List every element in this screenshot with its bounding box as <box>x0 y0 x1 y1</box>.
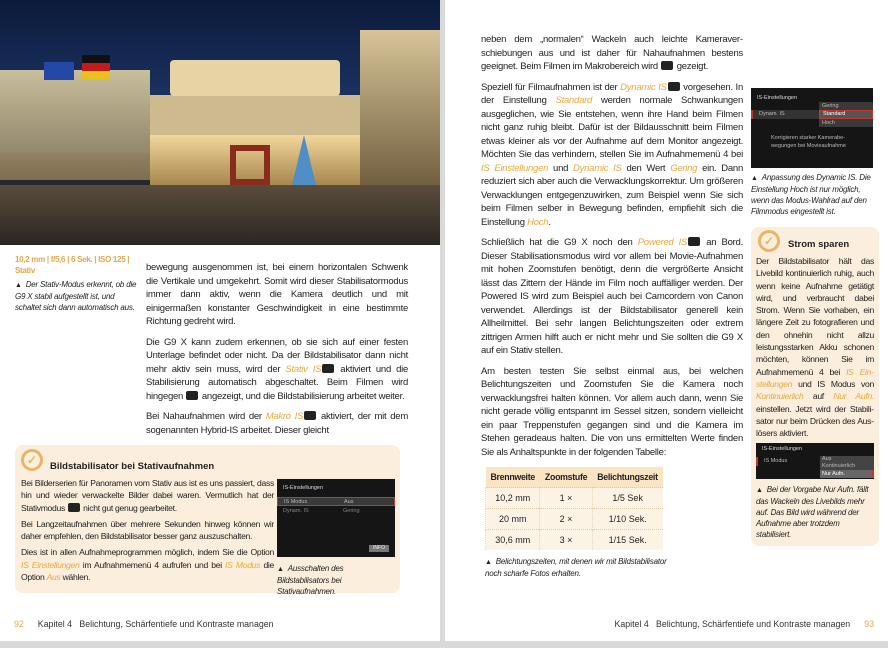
table-caption: ▲ Belichtungszeiten, mit denen wir mit Bildstabilisator noch scharfe Fotos erhalten. <box>485 557 667 578</box>
table-row: 10,2 mm 1 × 1/5 Sek <box>486 488 663 509</box>
text-run: Bei Bilderserien für Panoramen vom Stativ aus ist es uns passiert, dass hin und wieder verwackelte Bilder dabei waren. Vermutlich hat der Stativmodus <box>21 478 274 513</box>
text-run: im Aufnahmemenü 4 aufrufen und bei <box>79 559 226 570</box>
photo-caption: ▲ Der Stativ-Modus erkennt, ob die G9 X stabil aufgestellt ist, und schaltet sich dann automatisch aus. <box>15 280 137 312</box>
left-body-text <box>146 261 408 437</box>
text-run: einstellen. Jetzt wird der Stabilisator nur beim Drücken des Auslösers aktiviert. <box>756 403 874 439</box>
check-icon: ✓ <box>21 449 43 471</box>
paragraph <box>481 236 743 358</box>
text-run: Speziell für Filmaufnahmen ist der <box>481 81 621 93</box>
tripod-movie-is-icon <box>186 391 198 400</box>
paragraph <box>21 518 274 543</box>
check-icon: ✓ <box>758 230 780 252</box>
tripod-is-icon <box>68 503 80 512</box>
paragraph <box>481 33 743 74</box>
text-run: werden normale Schwankungen ausgeglichen, wie Sie entstehen, wenn ihre Hand beim Filmen nicht ganz ruhig bleibt. Dafür ist der Bildausschnitt beim Filmen etwas kleiner als vor der Aufnahme auf dem Monitor angezeigt. Möchten Sie das verhindern, stellen Sie im Aufnahmemenü 4 bei <box>481 95 743 160</box>
text-run: angezeigt, und die Bildstabilisierung arbeitet weiter. <box>199 390 405 402</box>
highlighted-term: Makro IS <box>265 411 304 422</box>
highlighted-term: Gering <box>670 162 698 174</box>
text-run: und <box>548 162 574 174</box>
table-row: 20 mm 2 × 1/10 Sek. <box>486 509 663 530</box>
tip-screen-column <box>277 479 395 597</box>
text-run: Die G9 X kann zudem erkennen, ob sie sich auf einer festen Unterlage befindet oder nicht. Da der Bildstabilisator dann nicht mehr aktiv sein muss, wird der <box>146 336 408 375</box>
text-run: die Option <box>21 559 275 583</box>
right-page <box>445 0 888 641</box>
tip-text <box>21 477 274 583</box>
text-run: wählen. <box>60 572 91 583</box>
exposure-table: Brennweite Zoomstufe Belichtungszeit 10,2 mm 1 × 1/5 Sek 20 mm 2 × 1/10 Sek. 30,6 mm 3 × 1/15 Sek. <box>485 467 663 550</box>
paragraph <box>481 81 743 230</box>
highlighted-term: IS Modus <box>225 559 261 570</box>
tip-screen-caption: ▲ Ausschalten des Bildstabilisators bei Stativaufnahmen. <box>277 564 344 596</box>
text-run: gezeigt. <box>674 61 708 72</box>
tip-title: Strom sparen <box>788 239 850 250</box>
left-page <box>0 0 440 641</box>
paragraph <box>146 261 408 329</box>
text-run: ein. Dann reduziert sich aber auch die Verwacklungskorrektur. Um größeren Verwacklungen entgegenzuwirken, zum Beispiel wenn Sie sich beim Filmen selber in Bewegung befinden, empfiehlt sich die Einstellung <box>481 162 743 228</box>
text-run: nicht gut genug gearbeitet. <box>81 502 177 513</box>
tip-box-tripod <box>15 445 400 596</box>
tip-title: Bildstabilisator bei Stativaufnahmen <box>50 461 215 472</box>
camera-screen-is-off: IS-Einstellungen IS Modus Aus Dynam. IS Gering INFO <box>277 479 395 557</box>
dynamic-is-caption: ▲ Anpassung des Dynamic IS. Die Einstellung Hoch ist nur möglich, wenn das Modus-Wahlrad auf den Filmmodus eingestellt ist. <box>751 173 871 216</box>
highlighted-term: Kontinuierlich <box>756 391 804 402</box>
right-body-text <box>481 33 743 459</box>
paragraph <box>146 410 408 437</box>
text-run: den Wert <box>621 162 671 174</box>
right-footer: Kapitel 4 Belichtung, Schärfentiefe und Kontraste managen 93 <box>614 619 874 629</box>
text-run: Am besten testen Sie selbst einmal aus, bei welchen Belichtungszeiten und Zoomstufen Sie die Kamera noch verwacklungsfrei halten können. Vor allem auch dann, wenn Sie nicht gerade völlig entspannt im Sessel sitzen, sondern vielleicht ein paar Treppenstufen gegangen sind und die Kamera im Stehen geradeaus halten. Die von uns ermittelten Werte finden Sie als Anhaltspunkte in der folgenden Tabelle: <box>481 365 743 458</box>
right-flow <box>481 33 743 579</box>
caption-triangle-icon: ▲ <box>15 282 22 289</box>
text-run: . <box>548 216 551 228</box>
highlighted-term: Dynamic IS <box>573 162 622 174</box>
paragraph <box>21 546 274 583</box>
highlighted-term: Nur Aufn. <box>833 391 874 402</box>
text-run: bewegung ausgenommen ist, bei einem horizontalen Schwenk die Vertikale und umgekehrt. Somit wird dieser Stabilisatormodus immer dann aktiv, wenn die Kamera deutlich und mit einigermaßen konstanter Geschwindigkeit in eine bestimmte Richtung gedreht wird. <box>146 262 408 327</box>
text-run: Dies ist in allen Aufnahmeprogrammen möglich, indem Sie die Option <box>21 547 274 558</box>
menu-row-is-mode: IS Modus Aus <box>277 497 395 506</box>
text-run: Der Bildstabilisator hält das Livebild kontinuierlich ruhig, auch wenn keine Aufnahme getätigt wird, und verbraucht dabei Strom. Wenn Sie vorhaben, ein längere Zeit zu fotografieren und den ohnehin nicht allzu leistungsstarken Akku schonen möchten, können Sie im Aufnahmemenü 4 bei <box>756 256 874 377</box>
paragraph <box>146 336 408 404</box>
dynamic-is-options: Gering Standard Hoch <box>819 102 873 127</box>
highlighted-term: IS Einstellungen <box>21 559 80 570</box>
text-run: Bei Langzeitaufnahmen über mehrere Sekunden hinweg können wir daher empfehlen, den Bildstabilisator besser ganz auszuschalten. <box>21 518 274 542</box>
camera-screen-dynamic-is: IS-Einstellungen Dynam. IS Gering Standard Hoch Korrigieren starker Kamerabe-wegungen bei Movieaufnahme <box>751 88 873 168</box>
highlighted-term: IS Einstellungen <box>481 162 549 174</box>
paragraph <box>481 365 743 460</box>
text-run: aktiviert, der mit dem sogenannten Hybrid-IS arbeitet. Dieser gleicht <box>146 411 408 436</box>
left-footer: 92 Kapitel 4 Belichtung, Schärfentiefe und Kontraste managen <box>14 619 274 629</box>
paragraph <box>756 255 874 439</box>
text-run: neben dem „normalen“ Wackeln auch leichte Kameraverschiebungen aus und ist daher für Nahaufnahmen bestens geeignet. Beim Filmen im Makrobereich wird <box>481 34 743 72</box>
tripod-is-icon <box>322 364 334 373</box>
text-run: Schließlich hat die G9 X noch den <box>481 237 638 248</box>
paragraph <box>21 477 274 514</box>
highlighted-term: Powered IS <box>637 237 688 248</box>
highlighted-term: Aus <box>46 572 61 583</box>
highlighted-term: Stativ IS <box>285 363 322 375</box>
text-run: und IS Modus von <box>792 378 874 389</box>
macro-movie-is-icon <box>661 61 673 70</box>
highlighted-term: Hoch <box>527 216 549 228</box>
text-run: aktiviert und die Stabilisierung automatisch abgeschaltet. Beim Filmen wird hingegen <box>146 363 408 402</box>
info-button: INFO <box>369 545 389 552</box>
camera-screen-is-mode: IS-Einstellungen IS Modus Aus Kontinuierlich Nur Aufn. <box>756 443 874 479</box>
text-run: an Bord. Dieser Stabilisationsmodus wird vor allem bei Movie-Aufnahmen mit hohen Zoomstufen benötigt, denn die vergrößerte Ansicht lässt das Zittern der Hände im Film noch auffälliger werden. Der Powered IS wird zum Beispiel auch bei Camcordern von Canon verwendet. Allerdings ist der Bildstabilisator generell kein Allheilmittel. Bei sehr langen Belichtungszeiten oder extrem zittrigen Armen hilft auch er nicht mehr und Sie sollten die G9 X auf ein Stativ stellen. <box>481 237 743 356</box>
highlighted-term: Standard <box>555 95 593 106</box>
tip-box-power-saving <box>751 227 879 546</box>
photo-meta: 10,2 mm | f/5,6 | 6 Sek. | ISO 125 | Stativ <box>15 255 130 275</box>
macro-is-icon <box>304 411 316 420</box>
right-sidebar <box>751 88 879 546</box>
highlighted-term: Dynamic IS <box>620 81 667 93</box>
left-flow <box>0 261 440 596</box>
is-mode-options: Aus Kontinuierlich Nur Aufn. <box>820 456 874 478</box>
table-row: 30,6 mm 3 × 1/15 Sek. <box>486 530 663 551</box>
text-run: auf <box>803 391 834 402</box>
menu-row-dynamic-is: Dynam. IS Gering <box>283 508 360 514</box>
is-mode-caption: ▲ Bei der Vorgabe Nur Aufn. fällt das Wackeln des Livebilds mehr auf. Das Bild wird während der Aufnahme aber trotzdem stabilisiert. <box>756 485 869 540</box>
dynamic-is-icon <box>668 82 680 91</box>
text-run: vorgesehen. In der Einstellung <box>481 81 743 106</box>
highlighted-term: IS Einstellungen <box>756 366 874 389</box>
tip-text <box>756 255 874 439</box>
photo-chancellery-night <box>0 0 440 245</box>
powered-is-icon <box>688 237 700 246</box>
text-run: Bei Nahaufnahmen wird der <box>146 411 266 422</box>
